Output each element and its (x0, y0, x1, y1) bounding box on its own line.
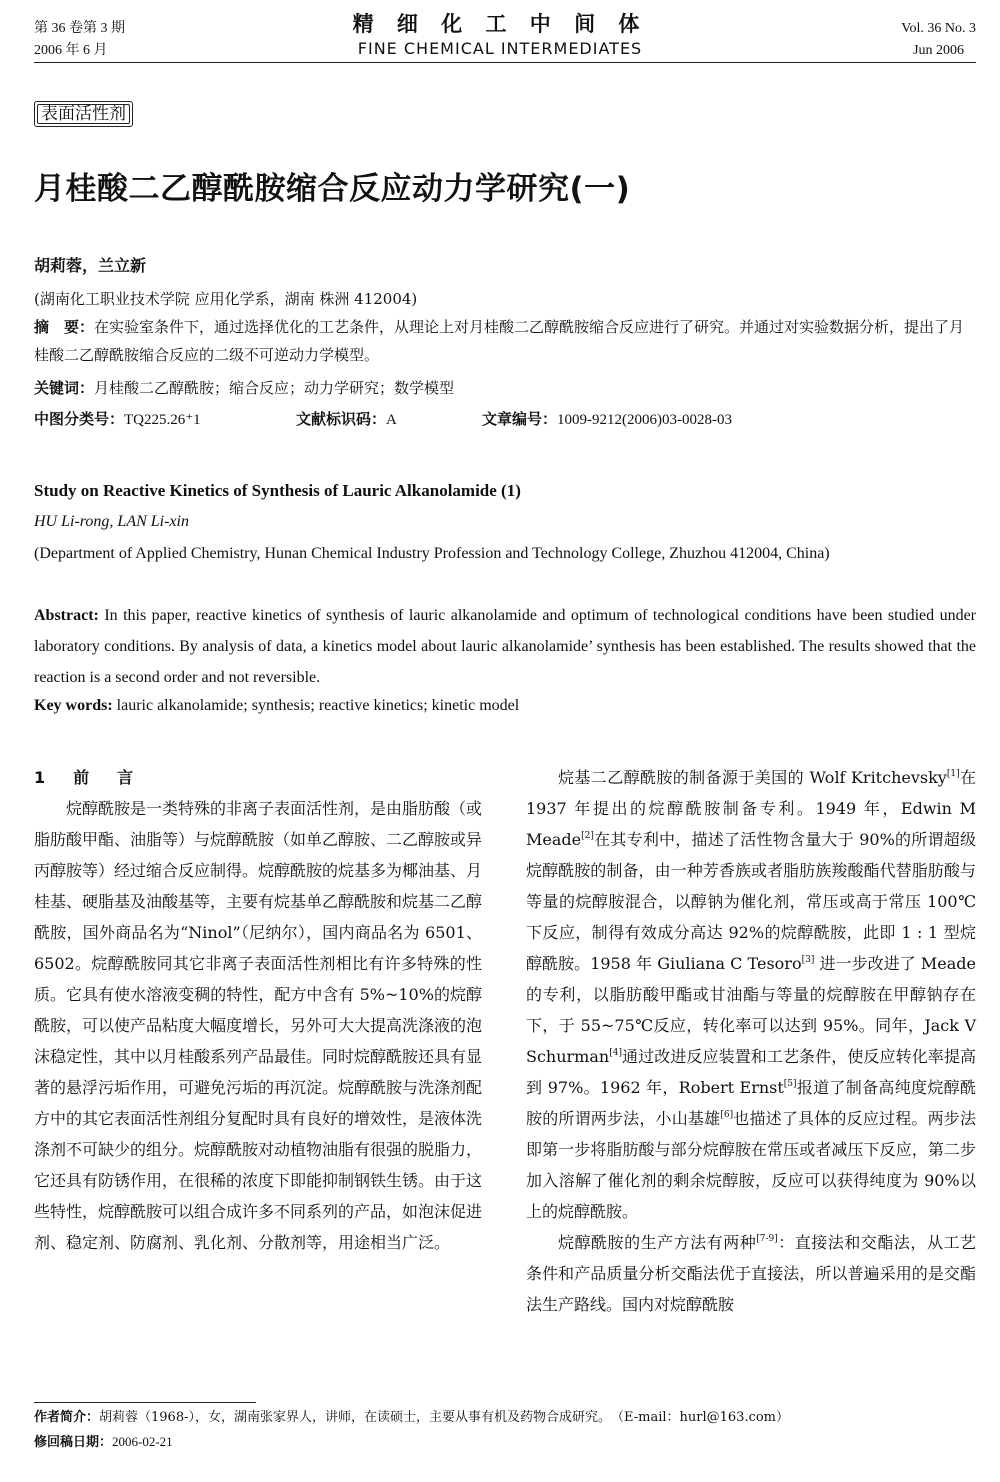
column-tag (34, 101, 133, 127)
paragraph-intro-1: 烷醇酰胺是一类特殊的非离子表面活性剂，是由脂肪酸（或脂肪酸甲酯、油脂等）与烷醇酰胺（如单乙醇胺、二乙醇胺或异丙醇胺等）经过缩合反应制得。烷醇酰胺的烷基多为椰油基、月桂基、硬脂基及油酸基等，主要有烷基单乙醇酰胺和烷基二乙醇酰胺，国外商品名为“Ninol”（尼纳尔），国内商品名为 6501、6502。烷醇酰胺同其它非离子表面活性剂相比有许多特殊的性质。它具有使水溶液变稠的特性，配方中含有 5%~10%的烷醇酰胺，可以使产品粘度大幅度增长，另外可大大提高洗涤液的泡沫稳定性，其中以月桂酸系列产品最佳。同时烷醇酰胺还具有显著的悬浮污垢作用，可避免污垢的再沉淀。烷醇酰胺与洗涤剂配方中的其它表面活性剂组分复配时具有良好的增效性，是液体洗涤剂不可缺少的组分。烷醇酰胺对动植物油脂有很强的脱脂力，它还具有防锈作用，在很稀的浓度下即能抑制钢铁生锈。由于这些特性，烷醇酰胺可以组合成许多不同系列的产品，如泡沫促进剂、稳定剂、防腐剂、乳化剂、分散剂等，用途相当广泛。 (34, 799, 483, 1252)
article-number (482, 408, 732, 431)
abstract-en (34, 600, 976, 693)
citation-ref-1: [1] (946, 769, 960, 779)
abstract-en-text: In this paper, reactive kinetics of synthesis of lauric alkanolamide and optimum of technological conditions have been studied under laboratory conditions. By analysis of data, a kinetics model about lauric alkanolamide’ synthesis has been established. The results showed that the reaction is a second order and not reversible. (34, 607, 976, 686)
section-heading-introduction: 1 前 言 (34, 768, 140, 787)
text-segment: 通过改进反应装置和工艺条件，使反应转化率提高到 97%。1962 年，Robert Ernst (526, 1047, 976, 1097)
text-segment: 在其专利中，描述了活性物含量大于 90%的所谓超级烷醇酰胺的制备，由一种芳香族或者脂肪族羧酸酯代替脂肪酸与等量的烷醇胺混合，以醇钠为催化剂，常压或高于常压 100℃下反应，制得有效成分高达 92%的烷醇酰胺，此即 1 : 1 型烷醇酰胺。1958 年 Giuliana C Tesoro (526, 830, 976, 973)
keywords-en-label: Key words: (34, 697, 113, 714)
journal-name-cn: 精 细 化 工 中 间 体 (352, 12, 648, 36)
text-segment: 在 1937 年提出的烷醇酰胺制备专利。1949 年，Edwin M Meade (526, 768, 976, 849)
date-en: Jun 2006 (913, 43, 965, 58)
keywords-en-text: lauric alkanolamide; synthesis; reactive kinetics; kinetic model (112, 697, 520, 714)
volume-issue-en: Vol. 36 No. 3 (901, 21, 976, 36)
paragraph-production-methods (526, 1227, 976, 1320)
abstract-en-label: Abstract: (34, 607, 99, 624)
text-segment: ：直接法和交酯法，从工艺条件和产品质量分析交酯法优于直接法，所以普遍采用的是交酯法生产路线。国内对烷醇酰胺 (526, 1233, 976, 1314)
authors-en: HU Li-rong, LAN Li-xin (34, 513, 189, 530)
clc-label: 中图分类号： (34, 410, 125, 428)
doc-code-label: 文献标识码： (296, 410, 387, 428)
keywords-cn-label: 关键词： (34, 379, 95, 397)
body-column-left (34, 762, 482, 1258)
clc-value: TQ225.26⁺1 (124, 412, 201, 428)
author-bio-text: 胡莉蓉（1968-），女，湖南张家界人，讲师，在读硕士，主要从事有机及药物合成研究。 （E-mail：hurl@163.com） (99, 1410, 790, 1425)
authors-cn: 胡莉蓉，兰立新 (34, 256, 147, 275)
header-rule (34, 62, 976, 63)
citation-ref-2: [2] (581, 831, 594, 841)
text-segment: 报道了制备高纯度烷醇酰胺的所谓两步法，小山基雄 (526, 1078, 976, 1128)
article-number-label: 文章编号： (482, 410, 558, 428)
footnote-rule (34, 1402, 256, 1403)
body-column-right (526, 762, 976, 1320)
document-code (296, 408, 397, 431)
article-number-value: 1009-9212(2006)03-0028-03 (557, 412, 732, 428)
date-cn: 2006 年 6 月 (34, 43, 108, 58)
keywords-en (34, 695, 519, 717)
affiliation-cn: (湖南化工职业技术学院 应用化学系，湖南 株洲 412004) (34, 290, 418, 308)
abstract-cn (34, 313, 976, 369)
paragraph-history (526, 762, 976, 1227)
citation-ref-5: [5] (783, 1079, 797, 1089)
abstract-cn-label: 摘 要： (34, 318, 95, 336)
issue-info-en (901, 18, 976, 62)
revised-date-label: 修回稿日期： (34, 1435, 113, 1450)
citation-ref-3: [3] (801, 955, 815, 965)
author-bio-label: 作者简介： (34, 1410, 100, 1425)
text-segment: 烷醇酰胺的生产方法有两种 (558, 1233, 757, 1252)
journal-name-en: FINE CHEMICAL INTERMEDIATES (357, 39, 643, 58)
author-bio (34, 1406, 789, 1430)
citation-ref-4: [4] (609, 1048, 622, 1058)
affiliation-en: (Department of Applied Chemistry, Hunan Chemical Industry Profession and Technology College, Zhuzhou 412004, China) (34, 545, 830, 562)
article-title-cn: 月桂酸二乙醇酰胺缩合反应动力学研究(一) (34, 171, 631, 207)
text-segment: 进一步改进了 Meade 的专利，以脂肪酸甲酯或甘油酯与等量的烷醇胺在甲醇钠存在下，于 55~75℃反应，转化率可以达到 95%。同年，Jack V Schurman (526, 954, 976, 1066)
text-segment: 烷基二乙醇酰胺的制备源于美国的 Wolf Kritchevsky (558, 768, 947, 787)
clc-number (34, 408, 201, 431)
keywords-cn (34, 377, 454, 399)
journal-name (0, 10, 1000, 60)
citation-ref-7-9: [7-9] (756, 1234, 778, 1244)
text-segment: 也描述了具体的反应过程。两步法即第一步将脂肪酸与部分烷醇胺在常压或者减压下反应，第二步加入溶解了催化剂的剩余烷醇胺，反应可以获得纯度为 90%以上的烷醇酰胺。 (526, 1109, 976, 1221)
revised-date (34, 1430, 789, 1455)
citation-ref-6: [6] (720, 1110, 734, 1120)
volume-issue-cn: 第 36 卷第 3 期 (34, 21, 125, 36)
keywords-cn-text: 月桂酸二乙醇酰胺；缩合反应；动力学研究；数学模型 (94, 379, 455, 397)
doc-code-value: A (386, 412, 397, 428)
column-tag-text: 表面活性剂 (41, 104, 126, 124)
abstract-cn-text: 在实验室条件下，通过选择优化的工艺条件，从理论上对月桂酸二乙醇酰胺缩合反应进行了研究。并通过对实验数据分析，提出了月桂酸二乙醇酰胺缩合反应的二级不可逆动力学模型。 (34, 318, 965, 364)
article-title-en: Study on Reactive Kinetics of Synthesis of Lauric Alkanolamide (1) (34, 481, 521, 500)
footnote (34, 1406, 789, 1455)
revised-date-value: 2006-02-21 (112, 1434, 173, 1449)
